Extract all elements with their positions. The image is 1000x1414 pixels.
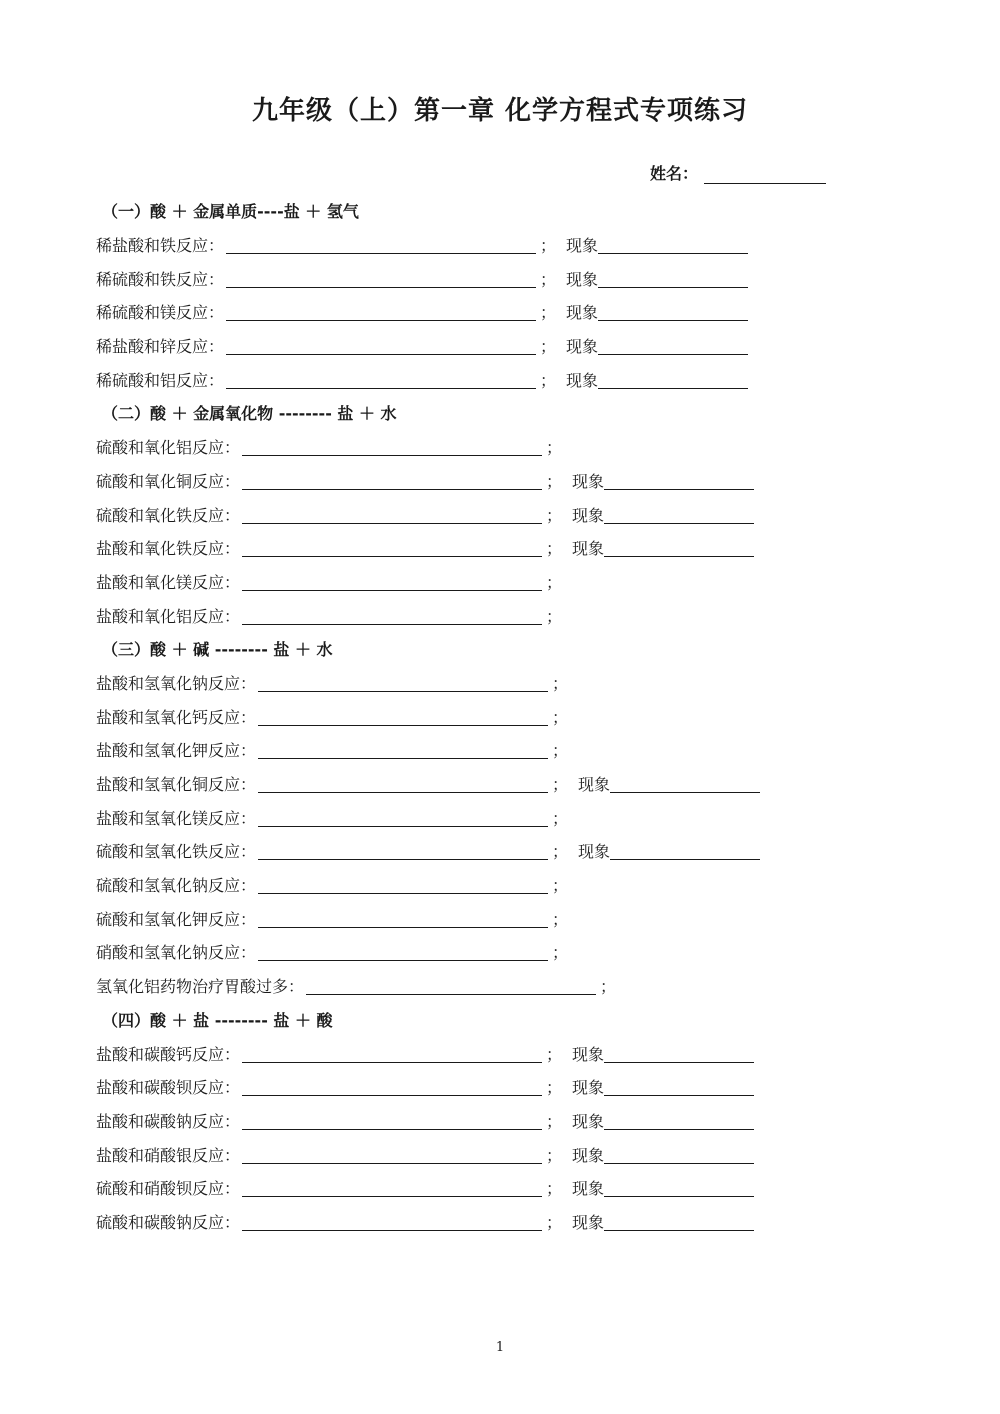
exercise-row	[96, 834, 896, 868]
semicolon: ；	[540, 269, 557, 289]
exercise-row	[96, 666, 896, 700]
phenomenon-label: 现象	[572, 1078, 605, 1098]
equation-answer-blank[interactable]	[258, 673, 548, 692]
equation-answer-blank[interactable]	[258, 942, 548, 961]
exercise-label: 盐酸和碳酸钠反应：	[96, 1111, 241, 1131]
phenomenon-answer-blank[interactable]	[598, 370, 748, 389]
exercise-row	[96, 935, 896, 969]
equation-answer-blank[interactable]	[242, 1145, 542, 1164]
exercise-row	[96, 767, 896, 801]
exercise-label: 硫酸和氧化铁反应：	[96, 505, 241, 525]
semicolon: ；	[600, 977, 617, 997]
phenomenon-answer-blank[interactable]	[604, 1077, 754, 1096]
phenomenon-label: 现象	[572, 471, 605, 491]
semicolon: ；	[546, 1212, 563, 1232]
exercise-row	[96, 430, 896, 464]
exercise-row	[96, 1137, 896, 1171]
equation-answer-blank[interactable]	[242, 1178, 542, 1197]
exercise-row	[96, 362, 896, 396]
equation-answer-blank[interactable]	[226, 269, 536, 288]
phenomenon-answer-blank[interactable]	[610, 774, 760, 793]
equation-answer-blank[interactable]	[242, 606, 542, 625]
semicolon: ；	[546, 1111, 563, 1131]
exercise-row	[96, 531, 896, 565]
exercise-row	[96, 497, 896, 531]
equation-answer-blank[interactable]	[242, 1111, 542, 1130]
exercise-label: 盐酸和氢氧化钾反应：	[96, 741, 257, 761]
equation-answer-blank[interactable]	[242, 505, 542, 524]
page-title: 九年级（上）第一章 化学方程式专项练习	[251, 96, 749, 126]
semicolon: ；	[540, 337, 557, 357]
semicolon: ；	[552, 842, 569, 862]
equation-answer-blank[interactable]	[242, 1212, 542, 1231]
equation-answer-blank[interactable]	[242, 538, 542, 557]
phenomenon-label: 现象	[578, 775, 611, 795]
exercise-label: 盐酸和氧化镁反应：	[96, 572, 241, 592]
phenomenon-label: 现象	[566, 370, 599, 390]
exercise-row	[96, 733, 896, 767]
semicolon: ；	[546, 1179, 563, 1199]
exercise-label: 盐酸和氢氧化镁反应：	[96, 808, 257, 828]
exercise-row	[96, 228, 896, 262]
semicolon: ；	[546, 505, 563, 525]
exercise-row	[96, 1171, 896, 1205]
equation-answer-blank[interactable]	[226, 235, 536, 254]
phenomenon-answer-blank[interactable]	[604, 538, 754, 557]
exercise-row	[96, 901, 896, 935]
exercise-label: 稀硫酸和铝反应：	[96, 370, 225, 390]
exercise-row	[96, 1070, 896, 1104]
equation-answer-blank[interactable]	[242, 1077, 542, 1096]
equation-answer-blank[interactable]	[242, 471, 542, 490]
exercise-row	[96, 1104, 896, 1138]
exercise-row	[96, 868, 896, 902]
semicolon: ；	[552, 775, 569, 795]
section-heading: （二）酸 ＋ 金属氧化物 -------- 盐 ＋ 水	[102, 404, 397, 424]
exercise-label: 盐酸和氧化铁反应：	[96, 539, 241, 559]
equation-answer-blank[interactable]	[258, 875, 548, 894]
exercise-label: 盐酸和氢氧化钙反应：	[96, 707, 257, 727]
phenomenon-answer-blank[interactable]	[610, 841, 760, 860]
semicolon: ；	[546, 572, 563, 592]
phenomenon-answer-blank[interactable]	[598, 336, 748, 355]
exercise-label: 硫酸和氢氧化铁反应：	[96, 842, 257, 862]
exercise-label: 稀盐酸和锌反应：	[96, 337, 225, 357]
semicolon: ；	[552, 808, 569, 828]
equation-answer-blank[interactable]	[258, 707, 548, 726]
phenomenon-label: 现象	[566, 337, 599, 357]
semicolon: ；	[546, 471, 563, 491]
exercise-label: 稀硫酸和铁反应：	[96, 269, 225, 289]
phenomenon-answer-blank[interactable]	[604, 1178, 754, 1197]
phenomenon-answer-blank[interactable]	[604, 1111, 754, 1130]
phenomenon-answer-blank[interactable]	[598, 269, 748, 288]
exercise-label: 硝酸和氢氧化钠反应：	[96, 943, 257, 963]
semicolon: ；	[552, 909, 569, 929]
semicolon: ；	[540, 303, 557, 323]
phenomenon-label: 现象	[566, 236, 599, 256]
equation-answer-blank[interactable]	[258, 841, 548, 860]
equation-answer-blank[interactable]	[242, 437, 542, 456]
phenomenon-label: 现象	[572, 539, 605, 559]
equation-answer-blank[interactable]	[226, 370, 536, 389]
exercise-label: 硫酸和氧化铝反应：	[96, 438, 241, 458]
phenomenon-label: 现象	[572, 1179, 605, 1199]
exercise-label: 硫酸和氧化铜反应：	[96, 471, 241, 491]
phenomenon-answer-blank[interactable]	[598, 235, 748, 254]
equation-answer-blank[interactable]	[226, 336, 536, 355]
phenomenon-answer-blank[interactable]	[604, 471, 754, 490]
semicolon: ；	[552, 707, 569, 727]
phenomenon-label: 现象	[566, 269, 599, 289]
exercise-row	[96, 464, 896, 498]
phenomenon-label: 现象	[572, 1044, 605, 1064]
name-field[interactable]	[650, 162, 826, 184]
exercise-row	[96, 261, 896, 295]
section-heading: （一）酸 ＋ 金属单质----盐 ＋ 氢气	[102, 202, 359, 222]
semicolon: ；	[552, 741, 569, 761]
exercise-row	[96, 1205, 896, 1239]
phenomenon-label: 现象	[572, 505, 605, 525]
exercise-label: 氢氧化铝药物治疗胃酸过多：	[96, 977, 305, 997]
section-heading: （四）酸 ＋ 盐 -------- 盐 ＋ 酸	[102, 1010, 333, 1030]
exercise-label: 硫酸和碳酸钠反应：	[96, 1212, 241, 1232]
exercise-row	[96, 969, 896, 1003]
page-number: 1	[495, 1340, 505, 1355]
exercise-label: 稀盐酸和铁反应：	[96, 236, 225, 256]
phenomenon-answer-blank[interactable]	[598, 302, 748, 321]
semicolon: ；	[546, 1044, 563, 1064]
exercise-label: 盐酸和硝酸银反应：	[96, 1145, 241, 1165]
semicolon: ；	[546, 606, 563, 626]
semicolon: ；	[552, 876, 569, 896]
exercise-list	[96, 194, 896, 1238]
name-label: 姓名：	[650, 164, 699, 183]
section-heading: （三）酸 ＋ 碱 -------- 盐 ＋ 水	[102, 640, 333, 660]
exercise-label: 硫酸和氢氧化钠反应：	[96, 876, 257, 896]
exercise-label: 盐酸和碳酸钡反应：	[96, 1078, 241, 1098]
exercise-label: 盐酸和氧化铝反应：	[96, 606, 241, 626]
exercise-label: 硫酸和硝酸钡反应：	[96, 1179, 241, 1199]
semicolon: ；	[552, 943, 569, 963]
semicolon: ；	[546, 539, 563, 559]
exercise-label: 盐酸和氢氧化钠反应：	[96, 673, 257, 693]
exercise-row	[96, 1036, 896, 1070]
semicolon: ；	[540, 370, 557, 390]
equation-answer-blank[interactable]	[242, 572, 542, 591]
exercise-label: 盐酸和氢氧化铜反应：	[96, 775, 257, 795]
phenomenon-label: 现象	[578, 842, 611, 862]
exercise-row	[96, 699, 896, 733]
equation-answer-blank[interactable]	[258, 808, 548, 827]
equation-answer-blank[interactable]	[226, 302, 536, 321]
exercise-label: 硫酸和氢氧化钾反应：	[96, 909, 257, 929]
equation-answer-blank[interactable]	[306, 976, 596, 995]
equation-answer-blank[interactable]	[242, 1044, 542, 1063]
name-blank[interactable]	[704, 167, 826, 184]
exercise-label: 稀硫酸和镁反应：	[96, 303, 225, 323]
phenomenon-label: 现象	[566, 303, 599, 323]
phenomenon-label: 现象	[572, 1212, 605, 1232]
exercise-label: 盐酸和碳酸钙反应：	[96, 1044, 241, 1064]
exercise-row	[96, 598, 896, 632]
phenomenon-label: 现象	[572, 1145, 605, 1165]
phenomenon-label: 现象	[572, 1111, 605, 1131]
equation-answer-blank[interactable]	[258, 774, 548, 793]
semicolon: ；	[546, 438, 563, 458]
equation-answer-blank[interactable]	[258, 740, 548, 759]
exercise-row	[96, 800, 896, 834]
phenomenon-answer-blank[interactable]	[604, 505, 754, 524]
exercise-row	[96, 329, 896, 363]
phenomenon-answer-blank[interactable]	[604, 1145, 754, 1164]
equation-answer-blank[interactable]	[258, 909, 548, 928]
exercise-row	[96, 295, 896, 329]
exercise-row	[96, 565, 896, 599]
semicolon: ；	[540, 236, 557, 256]
semicolon: ；	[546, 1078, 563, 1098]
phenomenon-answer-blank[interactable]	[604, 1044, 754, 1063]
semicolon: ；	[546, 1145, 563, 1165]
semicolon: ；	[552, 673, 569, 693]
phenomenon-answer-blank[interactable]	[604, 1212, 754, 1231]
